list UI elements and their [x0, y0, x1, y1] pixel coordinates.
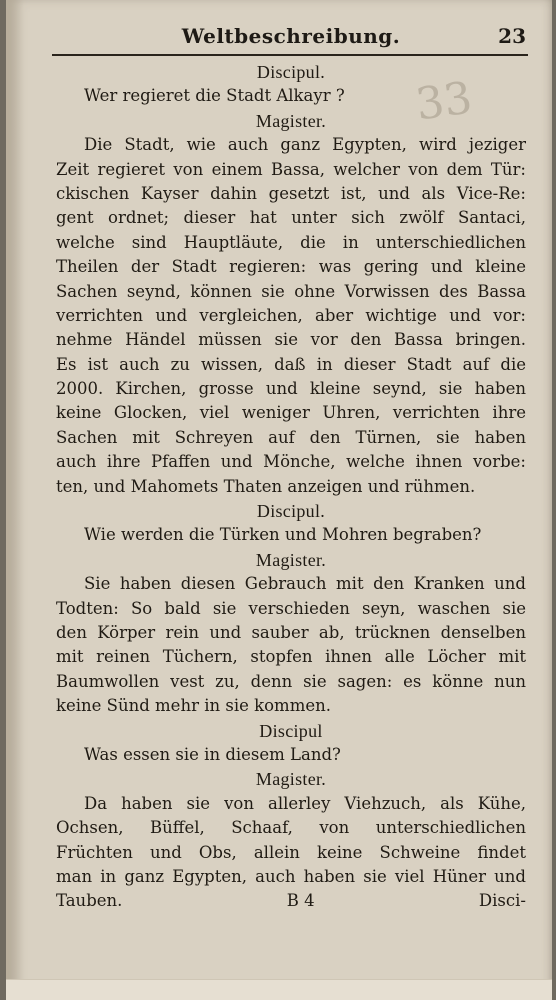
text-line: Theilen der Stadt regieren: was gering und kleine — [56, 257, 526, 277]
text-line: gent ordnet; dieser hat unter sich zwölf Santaci, — [56, 208, 526, 228]
question-line: Wie werden die Türken und Mohren begraben? — [84, 525, 482, 545]
body-text — [56, 60, 526, 914]
text-line: ten, und Mahomets Thaten anzeigen und rühmen. — [56, 476, 476, 496]
speaker-label: Magister. — [255, 110, 327, 131]
text-line: man in ganz Egypten, auch haben sie viel Hüner und — [56, 866, 526, 886]
question-line: Wer regieret die Stadt Alkayr ? — [84, 86, 345, 106]
signature-mark: B 4 — [286, 891, 315, 911]
speaker-label: Discipul — [259, 720, 323, 741]
text-line: auch ihre Pfaffen und Mönche, welche ihnen vorbe: — [56, 452, 526, 472]
text-line: mit reinen Tüchern, stopfen ihnen alle Löcher mit — [56, 647, 526, 667]
catchword: Disci- — [478, 891, 526, 911]
text-line: Früchten und Obs, allein keine Schweine findet — [56, 842, 526, 862]
last-line-text: Tauben. — [56, 891, 123, 911]
text-line: den Körper rein und sauber ab, trücknen denselben — [56, 622, 526, 642]
text-line: Ochsen, Büffel, Schaaf, von unterschiedlichen — [56, 818, 526, 838]
speaker-label: Discipul. — [256, 501, 326, 522]
text-line: 2000. Kirchen, grosse und kleine seynd, sie haben — [56, 379, 526, 399]
text-line: ckischen Kayser dahin gesetzt ist, und als Vice-Re: — [56, 183, 526, 203]
page-header — [56, 24, 526, 52]
page-gutter — [6, 0, 24, 1000]
speaker-label: Magister. — [255, 549, 327, 570]
book-page — [6, 0, 552, 1000]
text-line: verrichten und vergleichen, aber wichtige und vor: — [56, 305, 526, 325]
text-line: Baumwollen vest zu, denn sie sagen: es könne nun — [56, 671, 526, 691]
text-line: Sie haben diesen Gebrauch mit den Kranken und — [84, 574, 526, 594]
text-line: keine Glocken, viel weniger Uhren, verrichten ihre — [56, 403, 526, 423]
running-head: Weltbeschreibung. — [181, 24, 401, 48]
text-line: Da haben sie von allerley Viehzuch, als Kühe, — [84, 793, 526, 813]
text-line: keine Sünd mehr in sie kommen. — [56, 696, 331, 716]
header-rule — [52, 54, 528, 56]
speaker-label: Discipul. — [256, 62, 326, 82]
text-line: Sachen seynd, können sie ohne Vorwissen des Bassa — [56, 281, 526, 301]
text-line: Es ist auch zu wissen, daß in dieser Stadt auf die — [56, 354, 526, 374]
page-number: 23 — [498, 24, 526, 48]
marginal-note: 33 — [412, 72, 476, 131]
speaker-label: Magister. — [255, 769, 327, 790]
text-line: Todten: So bald sie verschieden seyn, waschen sie — [56, 598, 526, 618]
text-line: welche sind Hauptläute, die in unterschiedlichen — [56, 232, 526, 252]
question-line: Was essen sie in diesem Land? — [84, 744, 341, 764]
last-line — [56, 889, 526, 913]
text-line: nehme Händel müssen sie vor den Bassa bringen. — [56, 330, 526, 350]
page-bottom-edge — [6, 979, 552, 1000]
text-line: Die Stadt, wie auch ganz Egypten, wird jeziger — [84, 135, 526, 155]
text-line: Sachen mit Schreyen auf den Türnen, sie haben — [56, 427, 526, 447]
text-line: Zeit regieret von einem Bassa, welcher von dem Tür: — [56, 159, 526, 179]
